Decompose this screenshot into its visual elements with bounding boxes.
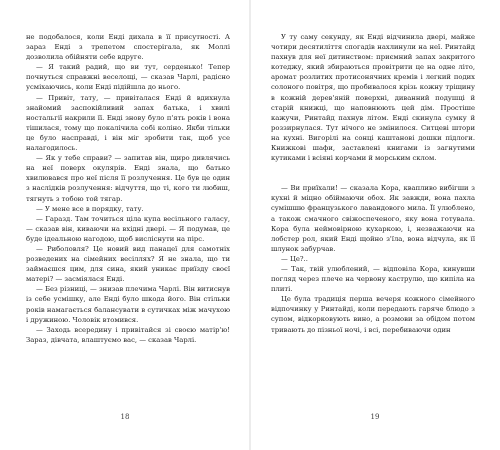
paragraph: — Так, твій улюблений, — відповіла Кора, кинувши погляд через плече на червону каструлю, що кипіла на плиті. bbox=[271, 264, 475, 294]
paragraph: — Як у тебе справи? — запитав він, щиро дивлячись на неї поверх окулярів. Енді знала, що батько хвилювався про неї після її розлучення. Це був це один з наслідків розлучення: відчуття, що ті, кого ти любиш, тягнуть з тобою той тягар. bbox=[26, 154, 230, 203]
left-page-text bbox=[26, 32, 230, 345]
paragraph: — Заходь всередину і привітайся зі своєю матір'ю! Зараз, дівчата, влаштуємо вас, — сказав Чарлі. bbox=[26, 325, 230, 344]
right-page bbox=[250, 0, 500, 450]
paragraph: — Я такий радий, що ви тут, серденько! Тепер почнуться справжні веселощі, — сказав Чарлі, радісно усміхаючись, коли Енді підійшла до нього. bbox=[26, 63, 230, 92]
paragraph: — Без різниці, — знизав плечима Чарлі. Він витиснув із себе усмішку, але Енді було шкода його. Він стільки років намагається балансувати в сутичках між мачухою і дружиною. Чоловік втомився. bbox=[26, 285, 231, 324]
right-page-text bbox=[271, 32, 475, 335]
paragraph: — Гаразд. Там точиться ціла купа весільного галасу, — сказав він, киваючи на вхідні двері. — Я подумав, це буде ідеальною нагодою, щоб висліснути на пірс. bbox=[26, 214, 230, 243]
paragraph: — Ви приїхали! — сказала Кора, квапливо вибігши з кухні й міцно обіймаючи обох. Як завжди, вона пахла сумішшю французького лавандового мила. Її улюблено, а також смачного свіжоспеченого, яку вона готувала. Кора була неймовірною кухаркою, і, незважаючи на лобстер рол, який Енді щойно з'їла, вона відчула, як її шлунок забурчав. bbox=[271, 184, 475, 253]
paragraph: не подобалося, коли Енді дихала в її присутності. А зараз Енді з трепетом спостерігала, як Моллі дозволила обійняти себе вдруге. bbox=[26, 33, 230, 62]
paragraph: — У мене все в порядку, тату. bbox=[36, 204, 144, 213]
page-number-right: 19 bbox=[370, 413, 380, 421]
paragraph: Це була традиція перша вечеря кожного сімейного відпочинку у Ринтайді, коли передають гаряче блюдо з супом, відкорковують вино, а розмови за обідом потом тривають до пізньої ночі, і всі, перебиваючи один bbox=[271, 295, 475, 334]
paragraph: — Це?.. bbox=[281, 254, 308, 263]
paragraph: — Риболовля? Це новий вид панацеї для самотніх розведених на сімейних весіллях? Я не знала, що ти займаєшся цим, для сина, який уникає приїзду своєї матері? — засміялася Енді. bbox=[26, 244, 230, 284]
page-number-left: 18 bbox=[120, 413, 130, 421]
paragraph: У ту саму секунду, як Енді відчинила двері, майже чотири десятиліття спогадів нахлинули на неї. Ринтайд пахнув для неї дитинством: приємний запах закритого котеджу, який збираються провітрити це на одне літо, аромат розлитих протисонячних кремів і легкий подих солоного повітря, що пробивалося крізь кожну тріщину в кожній дерев'яній поверхні, диванний подушці й старій книжці, що наповнюють цей дім. Простіше кажучи, Ринтайд пахнув літом. Енді скинула сумку й роззирнулася. Тут нічого не змінилося. Ситцеві штори на кухні. Вигорілі на сонці каштанові дошки підлоги. Книжкові шафи, заставлені книгами із загнутими кутиками і всіяні корчами й морським склом. bbox=[271, 33, 475, 163]
paragraph: — Привіт, тату, — привіталася Енді й вдихнула знайомий заспокійливий запах батька, і хвилі ностальгії накрили її. Енді знову було п'ять років і вона тішилася, тому що покалічила собі коліно. Якби тільки це було насправді, і він міг зробити так, щоб усе налагодилось. bbox=[26, 93, 230, 153]
